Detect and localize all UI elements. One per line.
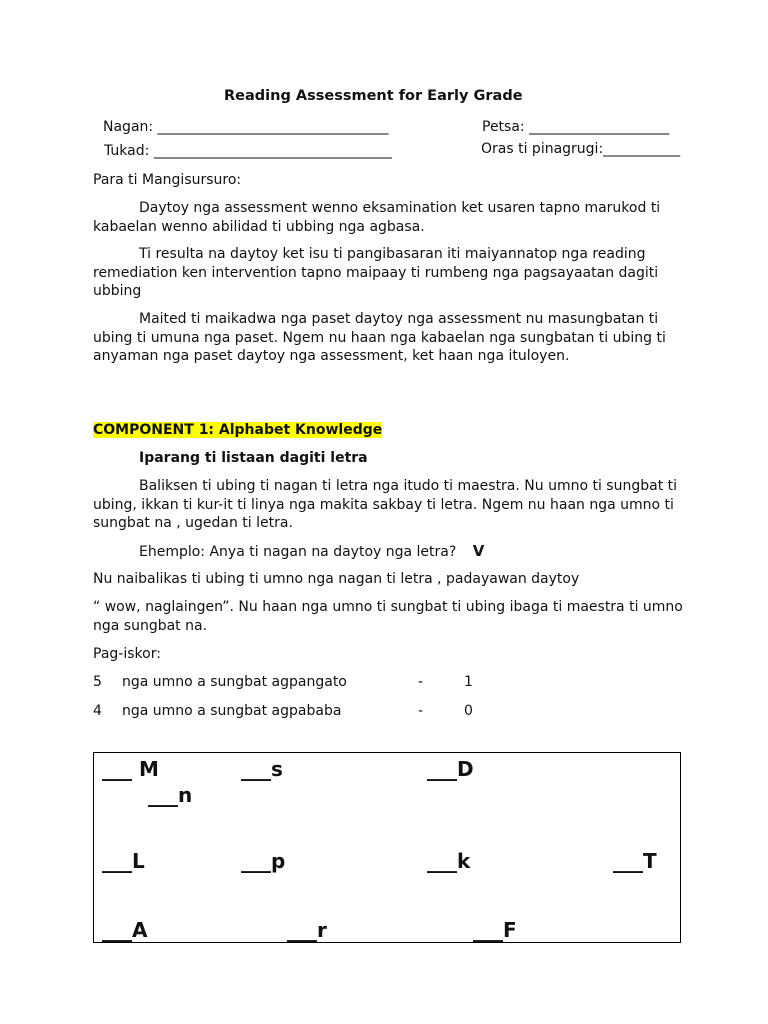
scoring-dash: -	[418, 703, 424, 719]
letter-item[interactable]: ___T	[613, 849, 657, 873]
scoring-score: 1	[464, 674, 473, 690]
example-letter: V	[472, 542, 485, 560]
scoring-label: Pag-iskor:	[93, 646, 161, 662]
letter-item[interactable]: ___n	[148, 783, 193, 807]
intro-paragraph-1: Daytoy nga assessment wenno eksamination ket usaren tapno marukod ti kabaelan wenno abilidad ti ubbing nga agbasa.	[93, 200, 661, 235]
intro-paragraph-3: Maited ti maikadwa nga paset daytoy nga assessment nu masungbatan ti ubing ti umuna nga paset. Ngem nu haan nga kabaelan nga sungbatan ti ubing ti anyaman nga paset daytoy nga assessment, ket haan nga ituloyen.	[93, 311, 666, 364]
salutation: Para ti Mangisursuro:	[93, 172, 242, 188]
page-title: Reading Assessment for Early Grade	[224, 88, 523, 104]
letter-item[interactable]: ___A	[102, 918, 148, 942]
scoring-score: 0	[464, 703, 473, 719]
time-field-label: Oras ti pinagrugi:___________	[481, 141, 681, 157]
component-heading	[93, 421, 382, 440]
letter-item[interactable]: ___L	[102, 849, 145, 873]
letter-item[interactable]: ___p	[241, 849, 286, 873]
letter-item[interactable]: ___ M	[102, 757, 159, 781]
example-line	[139, 542, 484, 562]
instructions-paragraph: Baliksen ti ubing ti nagan ti letra nga itudo ti maestra. Nu umno ti sungbat ti ubing, ikkan ti kur-it ti linya nga makita sakbay ti letra. Ngem nu haan nga umno ti sungbat na , ugedan ti letra.	[93, 478, 678, 531]
correction-paragraph: “ wow, naglaingen”. Nu haan nga umno ti sungbat ti ubing ibaga ti maestra ti umno nga sungbat na.	[93, 599, 683, 634]
letter-item[interactable]: ___F	[473, 918, 517, 942]
example-text: Ehemplo: Anya ti nagan na daytoy nga letra?	[139, 544, 457, 560]
component-subheading: Iparang ti listaan dagiti letra	[139, 450, 368, 466]
grade-field-label: Tukad: __________________________________	[104, 143, 392, 159]
praise-paragraph: Nu naibalikas ti ubing ti umno nga nagan ti letra , padayawan daytoy	[93, 571, 580, 587]
intro-paragraph-2: Ti resulta na daytoy ket isu ti pangibasaran iti maiyannatop nga reading remediation ken intervention tapno maipaay ti rumbeng nga pagsayaatan dagiti ubbing	[93, 246, 659, 299]
letter-item[interactable]: ___s	[241, 757, 283, 781]
letter-item[interactable]: ___D	[427, 757, 474, 781]
component-heading-text: COMPONENT 1: Alphabet Knowledge	[93, 422, 383, 438]
letters-box	[93, 752, 681, 943]
scoring-desc: nga umno a sungbat agpangato	[122, 674, 347, 690]
scoring-count: 5	[93, 674, 102, 690]
scoring-count: 4	[93, 703, 102, 719]
name-field-label: Nagan: _________________________________	[103, 119, 389, 135]
date-field-label: Petsa: ____________________	[482, 119, 670, 135]
scoring-dash: -	[418, 674, 424, 690]
letter-item[interactable]: ___k	[427, 849, 471, 873]
scoring-desc: nga umno a sungbat agpababa	[122, 703, 342, 719]
letter-item[interactable]: ___r	[287, 918, 327, 942]
